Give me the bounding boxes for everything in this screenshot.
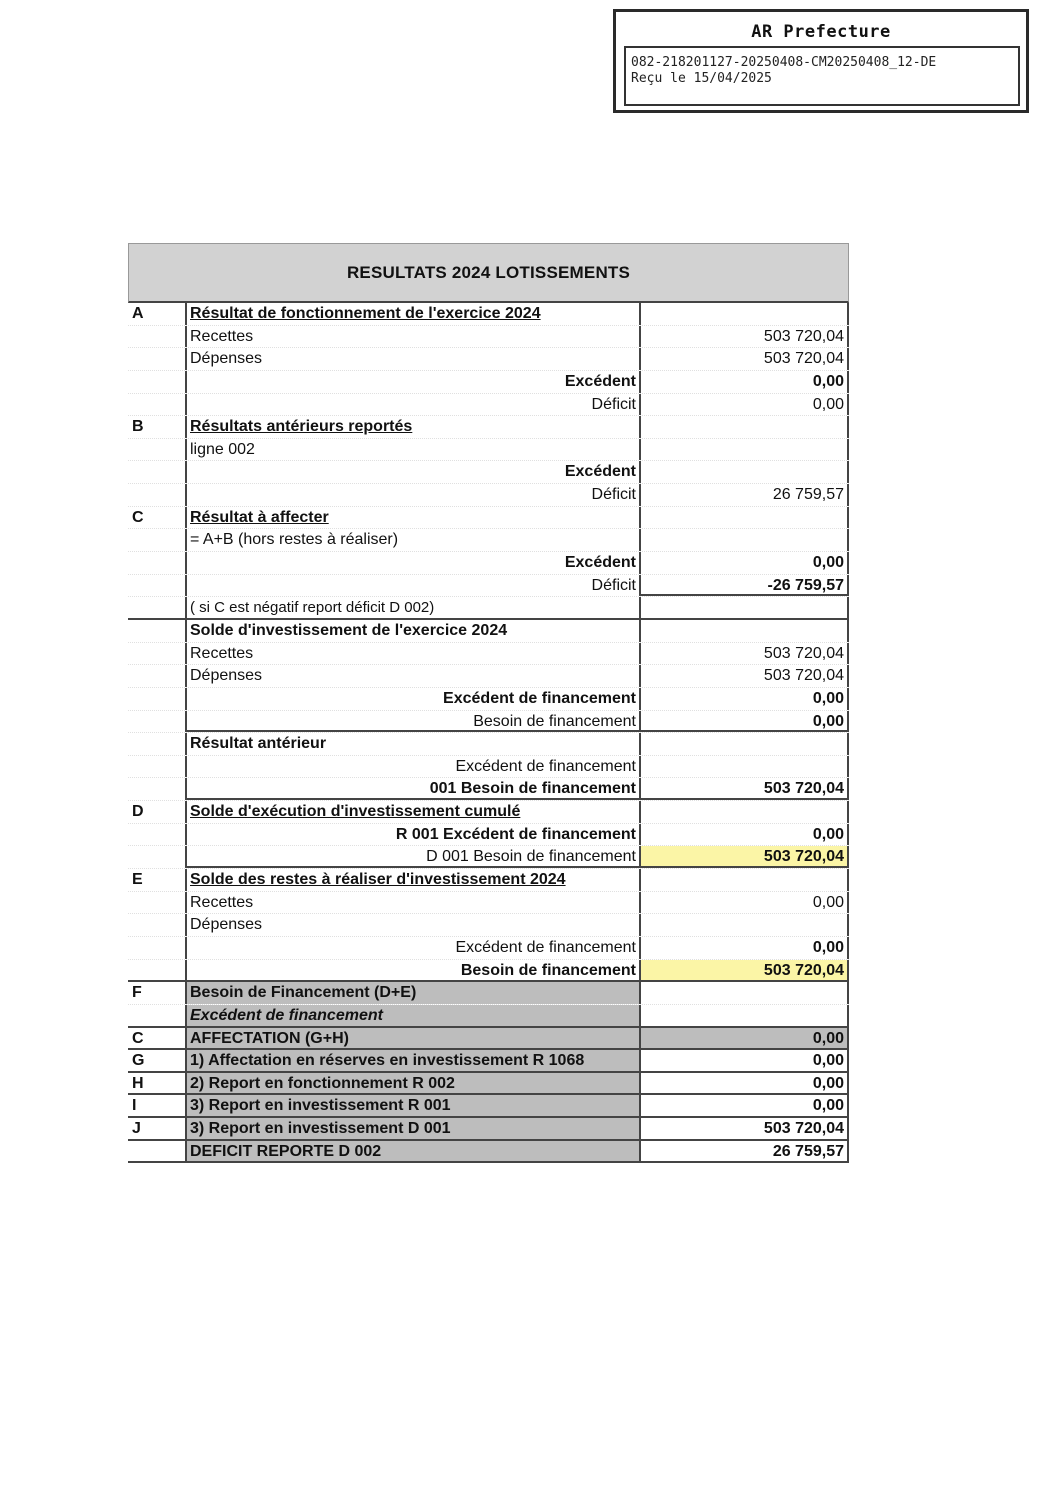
row-letter <box>128 914 187 936</box>
row-label: 1) Affectation en réserves en investissement R 1068 <box>187 1050 641 1071</box>
stamp-title: AR Prefecture <box>751 22 891 42</box>
table-row <box>128 756 849 779</box>
row-letter: G <box>128 1050 187 1071</box>
row-letter <box>128 824 187 846</box>
row-letter <box>128 1005 187 1026</box>
row-letter <box>128 326 187 348</box>
table-row <box>128 303 849 326</box>
row-letter <box>128 439 187 461</box>
table-row <box>128 869 849 892</box>
row-label: Excédent de financement <box>187 1005 641 1026</box>
table-row <box>128 643 849 666</box>
row-label: Excédent <box>187 461 641 483</box>
row-value: 0,00 <box>641 937 849 959</box>
row-label: R 001 Excédent de financement <box>187 824 641 846</box>
table-title: RESULTATS 2024 LOTISSEMENTS <box>128 243 849 303</box>
row-value: 503 720,04 <box>641 665 849 687</box>
row-letter <box>128 348 187 370</box>
row-label: Besoin de financement <box>187 960 641 981</box>
row-label: DEFICIT REPORTE D 002 <box>187 1141 641 1162</box>
table-row <box>128 824 849 847</box>
row-label: ligne 002 <box>187 439 641 461</box>
row-letter <box>128 892 187 914</box>
table-row <box>128 394 849 417</box>
row-value <box>641 869 849 891</box>
row-letter <box>128 937 187 959</box>
row-letter <box>128 529 187 551</box>
table-row <box>128 484 849 507</box>
table-row <box>128 960 849 983</box>
table-row <box>128 507 849 530</box>
row-label: 3) Report en investissement D 001 <box>187 1118 641 1139</box>
ar-prefecture-stamp <box>613 9 1029 113</box>
row-label: Dépenses <box>187 348 641 370</box>
table-row <box>128 371 849 394</box>
row-value <box>641 620 849 642</box>
table-row <box>128 326 849 349</box>
row-value: 503 720,04 <box>641 643 849 665</box>
table-row <box>128 733 849 756</box>
row-value <box>641 303 849 325</box>
row-letter: C <box>128 1028 187 1049</box>
row-value <box>641 529 849 551</box>
row-letter: C <box>128 507 187 529</box>
row-value <box>641 461 849 483</box>
table-row <box>128 348 849 371</box>
row-letter <box>128 575 187 597</box>
row-letter <box>128 733 187 755</box>
row-value <box>641 914 849 936</box>
row-letter <box>128 688 187 710</box>
row-value: 0,00 <box>641 1095 849 1116</box>
row-value: 0,00 <box>641 1073 849 1094</box>
row-letter <box>128 1141 187 1162</box>
row-value: 0,00 <box>641 688 849 710</box>
table-row <box>128 575 849 598</box>
row-value <box>641 597 849 618</box>
table-row <box>128 439 849 462</box>
row-label: D 001 Besoin de financement <box>187 846 641 868</box>
table-row <box>128 937 849 960</box>
table-row <box>128 529 849 552</box>
row-value: 0,00 <box>641 892 849 914</box>
row-letter: I <box>128 1095 187 1116</box>
row-value: 503 720,04 <box>641 846 849 868</box>
row-value: 0,00 <box>641 394 849 416</box>
row-value: 503 720,04 <box>641 778 849 800</box>
row-label: = A+B (hors restes à réaliser) <box>187 529 641 551</box>
row-letter <box>128 643 187 665</box>
row-letter: J <box>128 1118 187 1139</box>
row-label: Excédent <box>187 552 641 574</box>
row-value <box>641 439 849 461</box>
row-value: 503 720,04 <box>641 960 849 981</box>
row-value <box>641 982 849 1004</box>
row-letter <box>128 620 187 642</box>
row-label: Solde d'investissement de l'exercice 2024 <box>187 620 641 642</box>
row-label: Excédent de financement <box>187 937 641 959</box>
row-label: 2) Report en fonctionnement R 002 <box>187 1073 641 1094</box>
row-label: Résultat à affecter <box>187 507 641 529</box>
row-value: 0,00 <box>641 1050 849 1071</box>
row-value <box>641 1005 849 1026</box>
row-letter <box>128 552 187 574</box>
table-row <box>128 778 849 801</box>
table-row <box>128 416 849 439</box>
row-value <box>641 801 849 823</box>
table-row <box>128 1028 849 1051</box>
row-label: ( si C est négatif report déficit D 002) <box>187 597 641 618</box>
table-row <box>128 461 849 484</box>
row-label: Déficit <box>187 394 641 416</box>
row-label: Excédent de financement <box>187 756 641 778</box>
row-label: Besoin de Financement (D+E) <box>187 982 641 1004</box>
row-letter: E <box>128 869 187 891</box>
row-value: 0,00 <box>641 711 849 733</box>
table-row <box>128 688 849 711</box>
table-row <box>128 914 849 937</box>
row-value: 503 720,04 <box>641 326 849 348</box>
table-row <box>128 846 849 869</box>
row-label: AFFECTATION (G+H) <box>187 1028 641 1049</box>
table-row <box>128 552 849 575</box>
table-row <box>128 1073 849 1096</box>
row-value: -26 759,57 <box>641 575 849 597</box>
row-letter <box>128 665 187 687</box>
row-letter <box>128 371 187 393</box>
table-row <box>128 1005 849 1028</box>
row-letter <box>128 960 187 981</box>
row-letter <box>128 597 187 618</box>
row-value: 0,00 <box>641 552 849 574</box>
row-letter <box>128 394 187 416</box>
row-label: Déficit <box>187 575 641 597</box>
row-label: Excédent <box>187 371 641 393</box>
row-value <box>641 756 849 778</box>
row-value: 503 720,04 <box>641 1118 849 1139</box>
table-row <box>128 1050 849 1073</box>
table-row <box>128 801 849 824</box>
row-label: Résultat antérieur <box>187 733 641 755</box>
row-letter: H <box>128 1073 187 1094</box>
row-value <box>641 733 849 755</box>
row-label: Excédent de financement <box>187 688 641 710</box>
table-row <box>128 620 849 643</box>
table-row <box>128 982 849 1005</box>
row-label: Solde d'exécution d'investissement cumulé <box>187 801 641 823</box>
stamp-details <box>624 46 1020 106</box>
row-label: Déficit <box>187 484 641 506</box>
row-value: 0,00 <box>641 371 849 393</box>
row-label: 3) Report en investissement R 001 <box>187 1095 641 1116</box>
results-table <box>128 243 849 1163</box>
row-letter <box>128 846 187 868</box>
row-label: 001 Besoin de financement <box>187 778 641 800</box>
table-row <box>128 1095 849 1118</box>
row-label: Dépenses <box>187 914 641 936</box>
row-letter <box>128 711 187 733</box>
row-letter <box>128 756 187 778</box>
table-row <box>128 892 849 915</box>
table-row <box>128 665 849 688</box>
row-label: Besoin de financement <box>187 711 641 733</box>
row-label: Recettes <box>187 643 641 665</box>
stamp-reference: 082-218201127-20250408-CM20250408_12-DE <box>631 55 937 70</box>
table-row <box>128 1141 849 1164</box>
row-letter <box>128 778 187 800</box>
row-letter: A <box>128 303 187 325</box>
row-value: 26 759,57 <box>641 484 849 506</box>
row-letter: D <box>128 801 187 823</box>
row-label: Recettes <box>187 326 641 348</box>
row-letter <box>128 484 187 506</box>
row-letter <box>128 461 187 483</box>
row-value <box>641 507 849 529</box>
row-letter: B <box>128 416 187 438</box>
row-value: 503 720,04 <box>641 348 849 370</box>
row-value <box>641 416 849 438</box>
row-label: Recettes <box>187 892 641 914</box>
stamp-received-date: Reçu le 15/04/2025 <box>631 71 772 86</box>
row-label: Solde des restes à réaliser d'investissement 2024 <box>187 869 641 891</box>
table-row <box>128 597 849 620</box>
table-row <box>128 1118 849 1141</box>
table-row <box>128 711 849 734</box>
row-label: Dépenses <box>187 665 641 687</box>
row-label: Résultat de fonctionnement de l'exercice 2024 <box>187 303 641 325</box>
row-value: 0,00 <box>641 1028 849 1049</box>
row-label: Résultats antérieurs reportés <box>187 416 641 438</box>
row-letter: F <box>128 982 187 1004</box>
row-value: 26 759,57 <box>641 1141 849 1162</box>
row-value: 0,00 <box>641 824 849 846</box>
